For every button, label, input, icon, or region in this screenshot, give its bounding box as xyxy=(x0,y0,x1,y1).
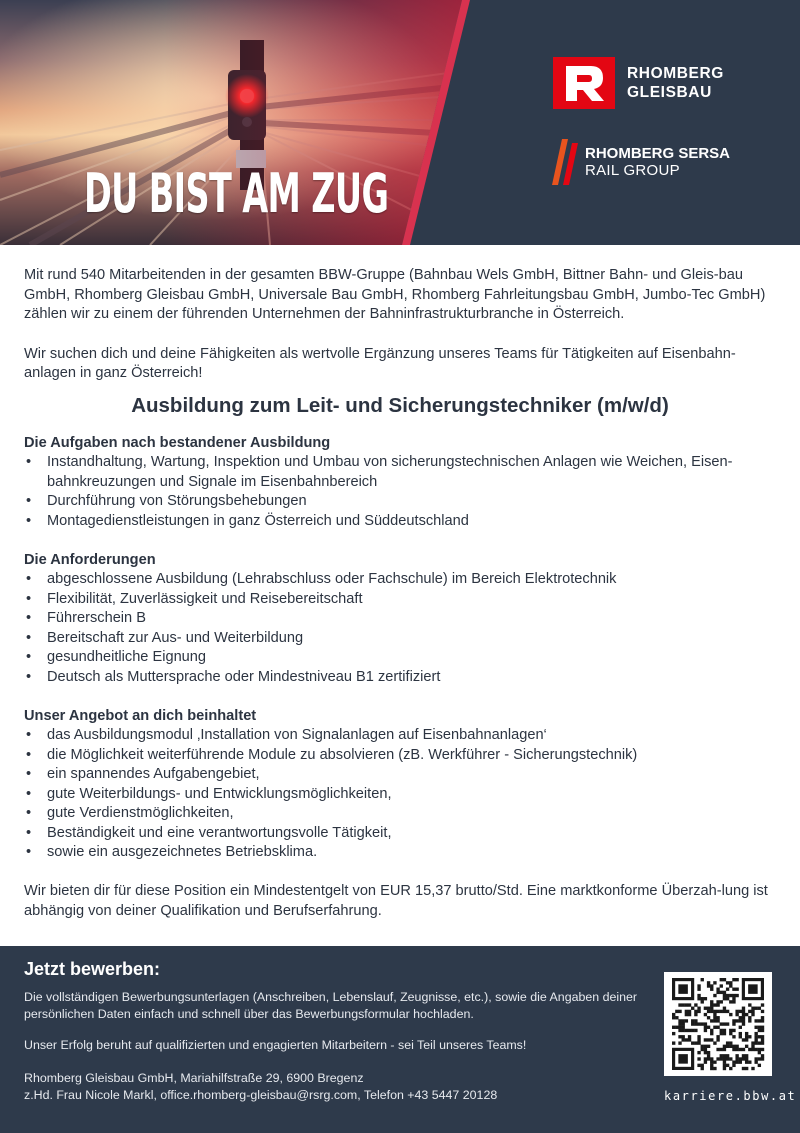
list-item: • gute Weiterbildungs- und Entwicklungsmöglichkeiten, xyxy=(24,785,776,805)
qr-code-icon[interactable] xyxy=(664,972,772,1076)
list-item: • Instandhaltung, Wartung, Inspektion und Umbau von sicherungstechnischen Anlagen wie Weichen, Eisen-bahnkreuzungen und Signale im Eisenbahnbereich xyxy=(24,453,776,492)
list-item: • sowie ein ausgezeichnetes Betriebsklima. xyxy=(24,843,776,863)
section-title: Die Anforderungen xyxy=(24,551,156,568)
apply-title: Jetzt bewerben: xyxy=(24,959,161,979)
job-title: Ausbildung zum Leit- und Sicherungstechniker (m/w/d) xyxy=(131,393,669,417)
section-offer xyxy=(24,707,776,863)
team-message: Unser Erfolg beruht auf qualifizierten und engagierten Mitarbeitern - sei Teil unseres Teams! xyxy=(24,1038,527,1052)
section-title: Die Aufgaben nach bestandener Ausbildung xyxy=(24,434,331,451)
section-tasks xyxy=(24,434,776,532)
list-item: • abgeschlossene Ausbildung (Lehrabschluss oder Fachschule) im Bereich Elektrotechnik xyxy=(24,570,776,590)
r-logo-icon xyxy=(553,57,615,109)
list-item: • ein spannendes Aufgabengebiet, xyxy=(24,765,776,785)
rhomberg-sersa-logo xyxy=(552,139,730,185)
list-item: • Deutsch als Muttersprache oder Mindestniveau B1 zertifiziert xyxy=(24,668,776,688)
slash-mark-icon xyxy=(552,139,578,185)
rhomberg-gleisbau-logo xyxy=(553,57,724,109)
bullet-list xyxy=(24,726,776,863)
list-item: • Flexibilität, Zuverlässigkeit und Reisebereitschaft xyxy=(24,590,776,610)
list-item: • gesundheitliche Eignung xyxy=(24,648,776,668)
rs-line1: RHOMBERG SERSA xyxy=(585,145,731,162)
bullet-list xyxy=(24,453,776,531)
job-ad-body xyxy=(24,266,776,921)
intro-paragraph-1: Mit rund 540 Mitarbeitenden in der gesamten BBW-Gruppe (Bahnbau Wels GmbH, Bittner Bahn- und Gleis-bau GmbH, Rhomberg Gleisbau GmbH, Universale Bau GmbH, Rhomberg Fahrleitungsbau GmbH, Jumbo-Tec GmbH) zählen wir zu einem der führenden Unternehmen der Bahninfrastrukturbranche in Österreich. xyxy=(24,267,766,322)
list-item: • das Ausbildungsmodul ‚Installation von Signalanlagen auf Eisenbahnanlagen‘ xyxy=(24,726,776,746)
list-item: • Montagedienstleistungen in ganz Österreich und Süddeutschland xyxy=(24,512,776,532)
section-requirements xyxy=(24,551,776,688)
rs-line2: RAIL GROUP xyxy=(585,162,680,179)
intro-paragraph-2: Wir suchen dich und deine Fähigkeiten als wertvolle Ergänzung unseres Teams für Tätigkeiten auf Eisenbahn-anlagen in ganz Österreich! xyxy=(24,345,736,381)
closing-paragraph: Wir bieten dir für diese Position ein Mindestentgelt von EUR 15,37 brutto/Std. Eine marktkonforme Überzah-lung ist abhängig von deiner Qualifikation und Berufserfahrung. xyxy=(24,883,768,919)
list-item: • gute Verdienstmöglichkeiten, xyxy=(24,804,776,824)
contact-address xyxy=(24,1070,644,1104)
logo-line2: GLEISBAU xyxy=(627,84,712,101)
apply-footer xyxy=(0,946,800,1133)
list-item: • Führerschein B xyxy=(24,609,776,629)
contact-line[interactable]: z.Hd. Frau Nicole Markl, office.rhomberg-gleisbau@rsrg.com, Telefon +43 5447 20128 xyxy=(24,1088,498,1102)
list-item: • Durchführung von Störungsbehebungen xyxy=(24,492,776,512)
header-banner xyxy=(0,0,800,245)
headline: DU BIST AM ZUG xyxy=(84,162,389,225)
career-url-link[interactable]: karriere.bbw.at xyxy=(664,1089,797,1103)
list-item: • Bereitschaft zur Aus- und Weiterbildung xyxy=(24,629,776,649)
list-item: • die Möglichkeit weiterführende Module zu absolvieren (zB. Werkführer - Sicherungstechnik) xyxy=(24,746,776,766)
address-line: Rhomberg Gleisbau GmbH, Mariahilfstraße 29, 6900 Bregenz xyxy=(24,1071,364,1085)
apply-instructions: Die vollständigen Bewerbungsunterlagen (Anschreiben, Lebenslauf, Zeugnisse, etc.), sowie die Angaben deiner persönlichen Daten einfach und schnell über das Bewerbungsformular hochladen. xyxy=(24,990,638,1021)
section-title: Unser Angebot an dich beinhaltet xyxy=(24,707,257,724)
logo-line1: RHOMBERG xyxy=(627,65,724,82)
bullet-list xyxy=(24,570,776,687)
list-item: • Beständigkeit und eine verantwortungsvolle Tätigkeit, xyxy=(24,824,776,844)
